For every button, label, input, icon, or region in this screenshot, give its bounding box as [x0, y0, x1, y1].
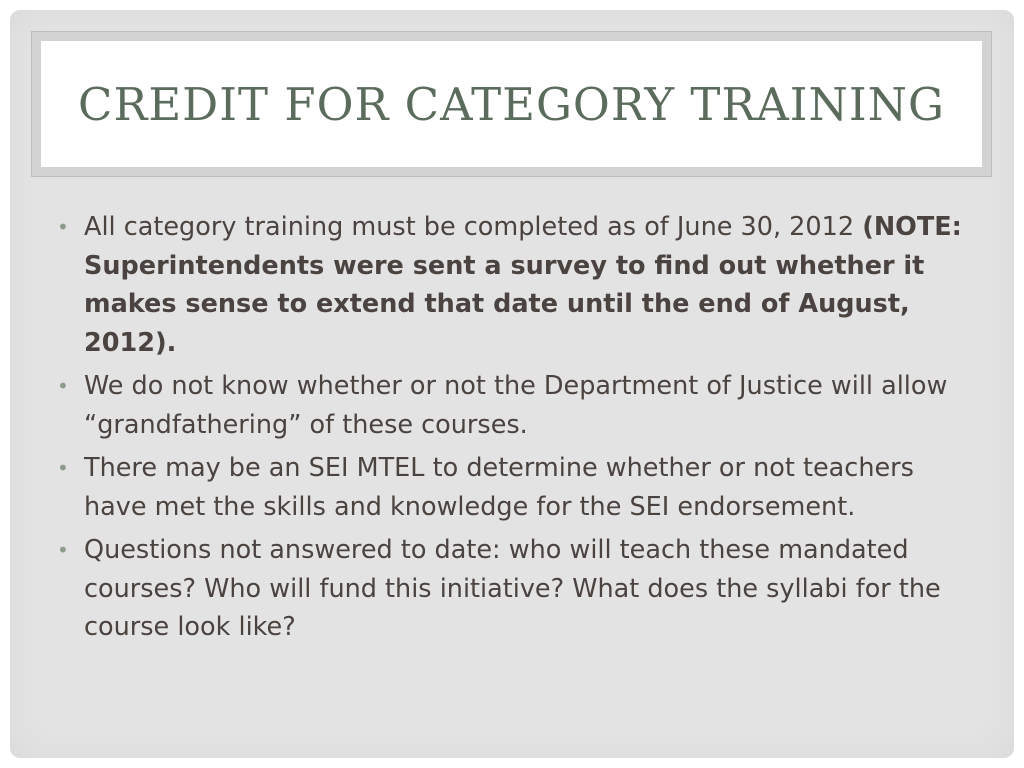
bullet-text: We do not know whether or not the Department of Justice will allow “grandfathering” of these courses.: [84, 371, 948, 440]
bullet-text: Questions not answered to date: who will teach these mandated courses? Who will fund this initiative? What does the syllabi for the course look like?: [84, 535, 941, 642]
bullet-dot-icon: •: [57, 215, 69, 239]
bullet-text: All category training must be completed as of June 30, 2012: [84, 212, 863, 242]
bullet-item-2: [56, 367, 976, 444]
title-frame: [31, 31, 992, 177]
bullet-dot-icon: •: [57, 456, 69, 480]
slide: [10, 10, 1014, 758]
bullet-dot-icon: •: [57, 538, 69, 562]
bullet-dot-icon: •: [57, 374, 69, 398]
bullet-text: There may be an SEI MTEL to determine whether or not teachers have met the skills and knowledge for the SEI endorsement.: [84, 453, 914, 522]
bullet-list: [56, 208, 976, 652]
title-box: [41, 41, 982, 167]
slide-title: CREDIT FOR CATEGORY TRAINING: [78, 77, 945, 131]
bullet-item-4: [56, 531, 976, 647]
bullet-item-3: [56, 449, 976, 526]
bullet-note-bold: (NOTE: Superintendents were sent a survey to find out whether it makes sense to extend that date until the end of August, 2012).: [84, 212, 962, 358]
bullet-item-1: [56, 208, 976, 362]
